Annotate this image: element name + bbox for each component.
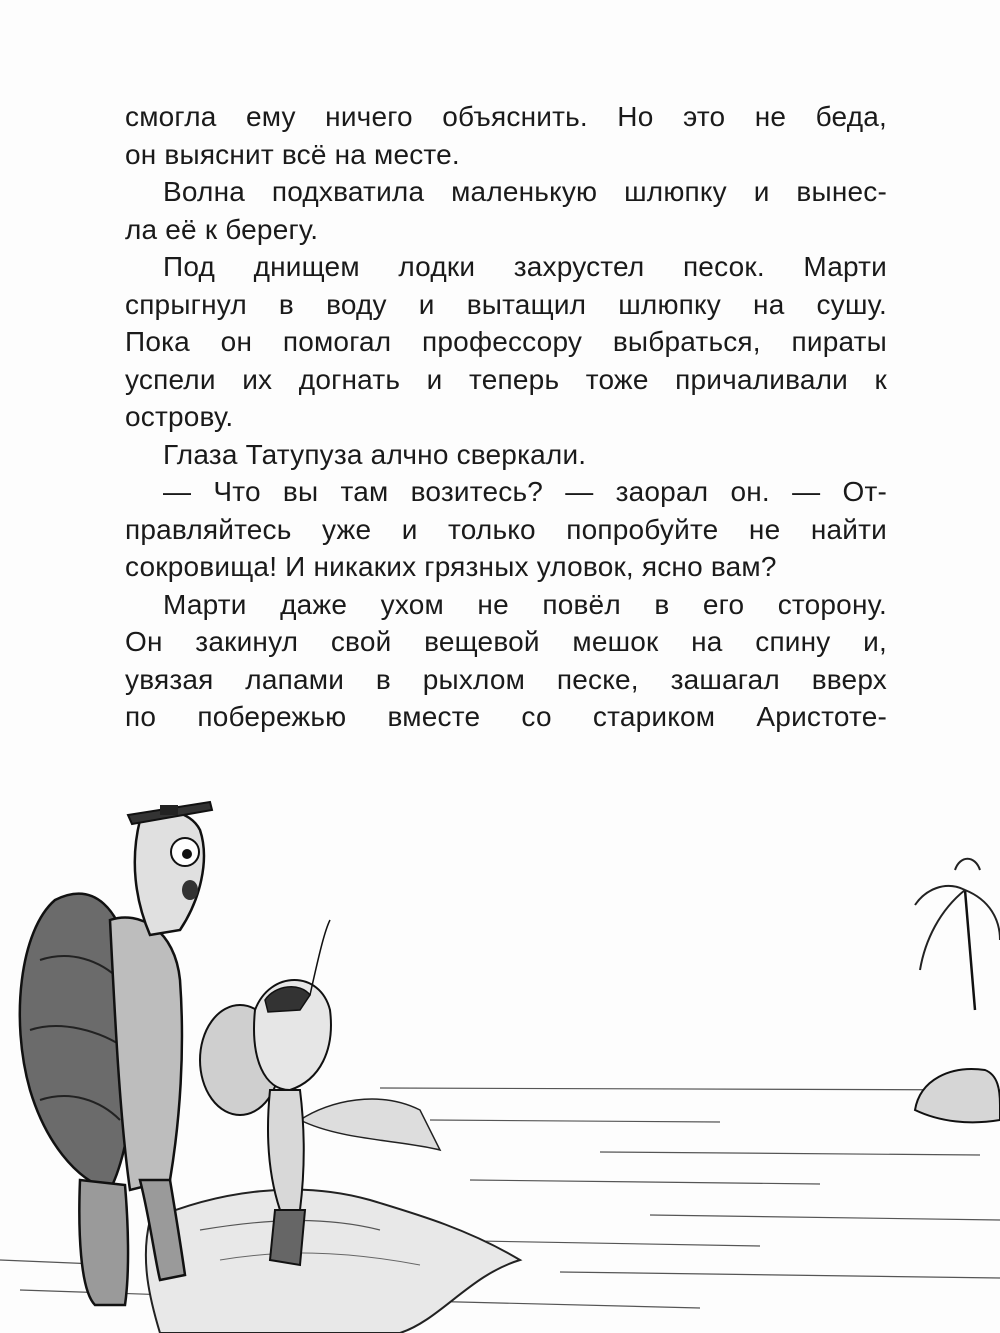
- text-line: Волна подхватила маленькую шлюпку и вынес-: [163, 176, 887, 207]
- text-line: сокровища! И никаких грязных уловок, ясно вам?: [125, 551, 777, 582]
- rock-icon: [146, 1099, 520, 1333]
- text-line: он выяснит всё на месте.: [125, 138, 460, 170]
- text-line: Марти даже ухом не повёл в его сторону.: [163, 588, 887, 620]
- text-line: смогла ему ничего объяснить. Но это не беда,: [125, 101, 887, 132]
- rock-icon: [915, 1069, 1000, 1122]
- palm-tree-icon: [915, 859, 1000, 1010]
- text-line: правляйтесь уже и только попробуйте не найти: [125, 513, 887, 545]
- text-line: — Что вы там возитесь? — заорал он. — От-: [163, 476, 887, 507]
- text-line: Глаза Татупуза алчно сверкали.: [163, 438, 587, 470]
- text-line: ла её к берегу.: [125, 213, 319, 245]
- text-line: спрыгнул в воду и вытащил шлюпку на сушу.: [125, 288, 887, 320]
- text-line: Пока он помогал профессору выбраться, пираты: [125, 326, 887, 357]
- text-line: по побережью вместе со стариком Аристоте-: [125, 701, 887, 732]
- beach-illustration: [0, 760, 1000, 1333]
- text-line: острову.: [125, 401, 234, 432]
- text-line: Он закинул свой вещевой мешок на спину и,: [125, 626, 887, 657]
- text-line: увязая лапами в рыхлом песке, зашагал вверх: [125, 663, 887, 695]
- text-line: успели их догнать и теперь тоже причаливали к: [125, 363, 887, 395]
- text-line: Под днищем лодки захрустел песок. Марти: [163, 251, 887, 282]
- page-text: [125, 98, 887, 736]
